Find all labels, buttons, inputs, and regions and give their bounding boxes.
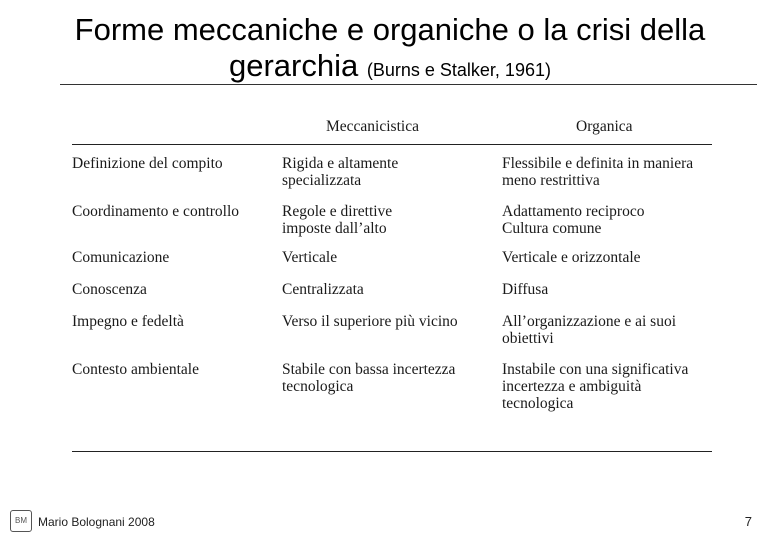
cell-line: Rigida e altamente: [282, 155, 399, 172]
cell-line: Contesto ambientale: [72, 361, 199, 378]
table-bottom-rule: [72, 451, 712, 452]
row-dimension-cell: [72, 361, 277, 378]
row-mechanistic-cell: [282, 249, 497, 266]
cell-line: Regole e direttive: [282, 203, 393, 220]
row-organic-cell: [502, 249, 714, 266]
cell-line: Comunicazione: [72, 249, 170, 266]
cell-line: Conoscenza: [72, 281, 147, 298]
row-organic-cell: [502, 203, 714, 237]
cell-line: Coordinamento e controllo: [72, 203, 240, 220]
comparison-table: [72, 112, 712, 452]
cell-line: Adattamento reciproco: [502, 203, 645, 220]
title-line-2: [0, 48, 780, 88]
footer-author: Mario Bolognani 2008: [38, 515, 155, 529]
title-divider: [60, 84, 757, 85]
title-word: gerarchia: [229, 48, 359, 83]
row-dimension-cell: [72, 249, 277, 266]
cell-line: Verticale: [282, 249, 338, 266]
table-row: [72, 361, 712, 445]
row-organic-cell: [502, 313, 714, 347]
cell-line: Impegno e fedeltà: [72, 313, 184, 330]
cell-line: Instabile con una significativa: [502, 361, 689, 378]
row-mechanistic-cell: [282, 313, 497, 330]
cell-line: Verso il superiore più vicino: [282, 313, 458, 330]
row-dimension-cell: [72, 155, 277, 172]
table-row: [72, 281, 712, 313]
header-organic: Organica: [576, 118, 633, 135]
row-mechanistic-cell: [282, 203, 497, 237]
table-row: [72, 249, 712, 281]
table-header: [72, 112, 712, 144]
cell-line: Cultura comune: [502, 220, 602, 237]
title-citation: (Burns e Stalker, 1961): [366, 60, 551, 80]
table-top-rule: [72, 144, 712, 145]
table-row: [72, 203, 712, 249]
author-logo-icon: BM: [10, 510, 32, 532]
row-dimension-cell: [72, 313, 277, 330]
row-mechanistic-cell: [282, 281, 497, 298]
cell-line: imposte dall’alto: [282, 220, 387, 237]
cell-line: obiettivi: [502, 330, 554, 347]
table-body: [72, 155, 712, 445]
row-organic-cell: [502, 155, 714, 189]
cell-line: meno restrittiva: [502, 172, 600, 189]
header-mechanistic: Meccanicistica: [326, 118, 419, 135]
cell-line: All’organizzazione e ai suoi: [502, 313, 677, 330]
cell-line: Verticale e orizzontale: [502, 249, 641, 266]
table-row: [72, 155, 712, 203]
row-dimension-cell: [72, 281, 277, 298]
cell-line: tecnologica: [282, 378, 354, 395]
row-organic-cell: [502, 361, 714, 412]
cell-line: Definizione del compito: [72, 155, 223, 172]
row-mechanistic-cell: [282, 155, 497, 189]
cell-line: incertezza e ambiguità: [502, 378, 642, 395]
slide-title: [0, 12, 780, 88]
row-mechanistic-cell: [282, 361, 497, 395]
row-dimension-cell: [72, 203, 277, 220]
cell-line: Diffusa: [502, 281, 549, 298]
cell-line: specializzata: [282, 172, 362, 189]
row-organic-cell: [502, 281, 714, 298]
cell-line: tecnologica: [502, 395, 574, 412]
title-line-1: Forme meccaniche e organiche o la crisi della: [74, 12, 706, 47]
cell-line: Centralizzata: [282, 281, 364, 298]
page-number: 7: [744, 514, 752, 529]
cell-line: Flessibile e definita in maniera: [502, 155, 694, 172]
cell-line: Stabile con bassa incertezza: [282, 361, 456, 378]
table-row: [72, 313, 712, 361]
